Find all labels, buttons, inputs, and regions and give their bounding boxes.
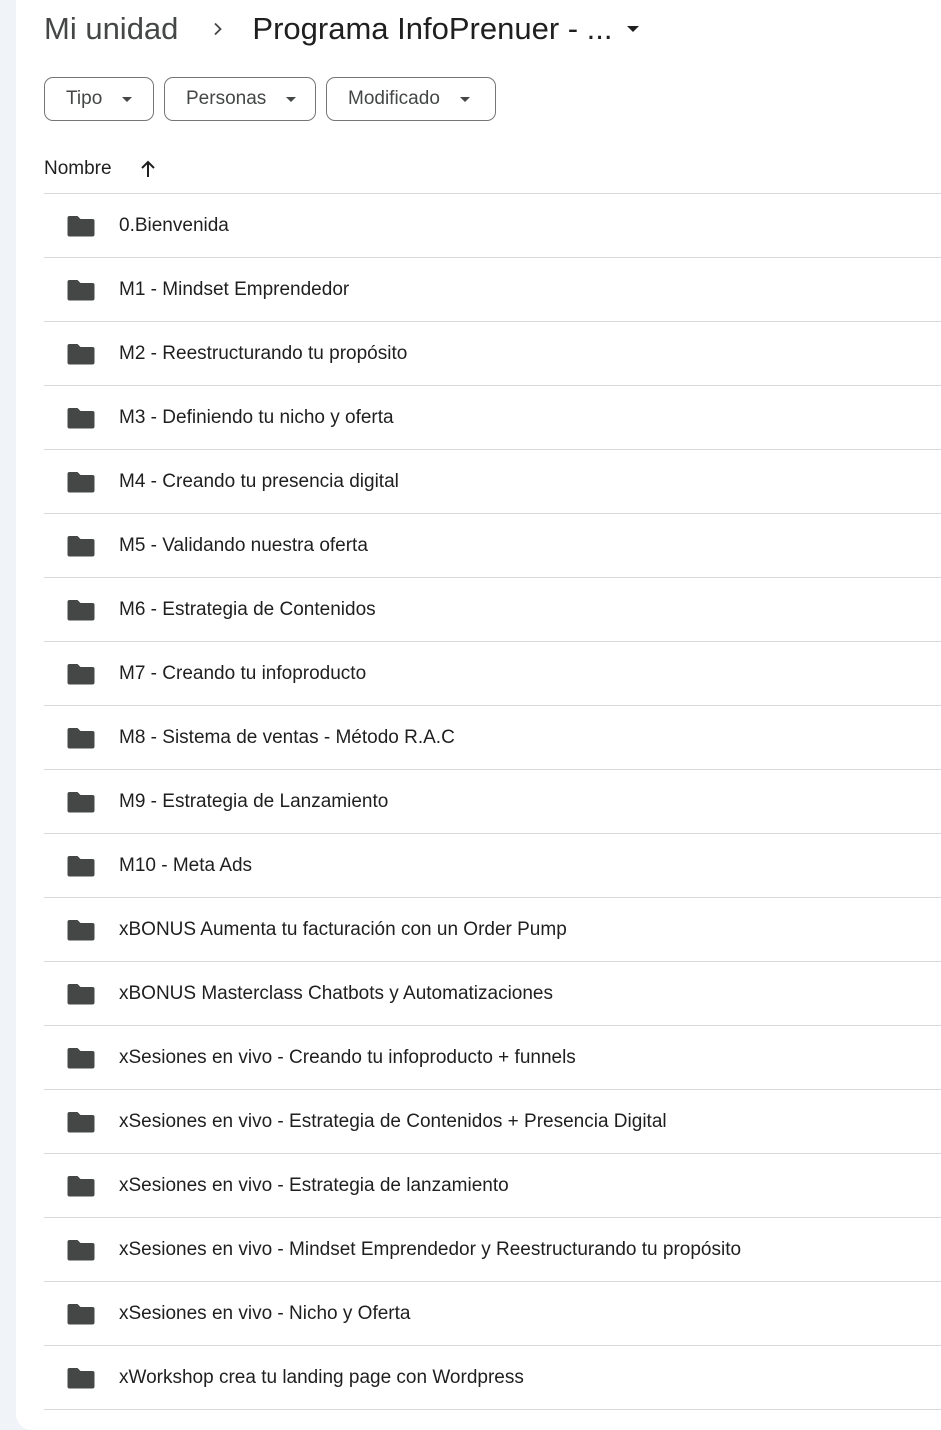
folder-icon	[67, 727, 95, 749]
folder-icon	[67, 855, 95, 877]
folder-name: 0.Bienvenida	[119, 214, 229, 236]
folder-name: xWorkshop crea tu landing page con Wordpress	[119, 1366, 524, 1388]
dropdown-caret-icon	[122, 97, 132, 102]
folder-row[interactable]	[44, 1090, 941, 1154]
folder-name: M9 - Estrategia de Lanzamiento	[119, 790, 389, 812]
folder-icon	[67, 1239, 95, 1261]
folder-name: M4 - Creando tu presencia digital	[119, 470, 399, 492]
folder-row[interactable]	[44, 834, 941, 898]
folder-icon	[67, 599, 95, 621]
folder-row[interactable]	[44, 578, 941, 642]
dropdown-caret-icon	[627, 26, 639, 32]
folder-name: M5 - Validando nuestra oferta	[119, 534, 368, 556]
folder-name: xBONUS Aumenta tu facturación con un Order Pump	[119, 918, 567, 940]
folder-icon	[67, 1367, 95, 1389]
folder-row[interactable]	[44, 1154, 941, 1218]
breadcrumb-current-folder[interactable]	[248, 11, 638, 47]
folder-icon	[67, 791, 95, 813]
folder-icon	[67, 919, 95, 941]
folder-row[interactable]	[44, 1026, 941, 1090]
folder-icon	[67, 343, 95, 365]
folder-icon	[67, 663, 95, 685]
filter-tipo-label: Tipo	[66, 88, 103, 109]
folder-name: xSesiones en vivo - Estrategia de lanzamiento	[119, 1174, 509, 1196]
folder-icon	[67, 1303, 95, 1325]
dropdown-caret-icon	[286, 97, 296, 102]
folder-name: M3 - Definiendo tu nicho y oferta	[119, 406, 394, 428]
folder-row[interactable]	[44, 322, 941, 386]
folder-name: xSesiones en vivo - Nicho y Oferta	[119, 1302, 411, 1324]
folder-name: M1 - Mindset Emprendedor	[119, 278, 350, 300]
folder-row[interactable]	[44, 514, 941, 578]
filter-personas-button[interactable]	[164, 77, 316, 121]
chevron-right-icon	[206, 17, 230, 41]
dropdown-caret-icon	[460, 97, 470, 102]
folder-list	[44, 194, 941, 1410]
list-header	[44, 144, 941, 194]
folder-name: M7 - Creando tu infoproducto	[119, 662, 367, 684]
folder-row[interactable]	[44, 194, 941, 258]
folder-row[interactable]	[44, 386, 941, 450]
breadcrumb-root[interactable]: Mi unidad	[44, 11, 179, 46]
folder-icon	[67, 983, 95, 1005]
folder-name: M2 - Reestructurando tu propósito	[119, 342, 408, 364]
breadcrumb-current-label: Programa InfoPrenuer - ...	[252, 11, 613, 46]
arrow-up-icon[interactable]	[140, 160, 156, 178]
folder-row[interactable]	[44, 1346, 941, 1410]
column-header-name[interactable]: Nombre	[44, 157, 112, 179]
folder-name: xSesiones en vivo - Mindset Emprendedor y Reestructurando tu propósito	[119, 1238, 742, 1260]
filter-modificado-label: Modificado	[348, 88, 440, 109]
folder-row[interactable]	[44, 770, 941, 834]
folder-row[interactable]	[44, 706, 941, 770]
folder-row[interactable]	[44, 898, 941, 962]
filter-tipo-button[interactable]	[44, 77, 154, 121]
folder-row[interactable]	[44, 1282, 941, 1346]
folder-name: xBONUS Masterclass Chatbots y Automatizaciones	[119, 982, 554, 1004]
folder-row[interactable]	[44, 642, 941, 706]
folder-row[interactable]	[44, 258, 941, 322]
folder-icon	[67, 1111, 95, 1133]
folder-icon	[67, 279, 95, 301]
folder-row[interactable]	[44, 962, 941, 1026]
folder-icon	[67, 1047, 95, 1069]
folder-icon	[67, 1175, 95, 1197]
folder-icon	[67, 471, 95, 493]
folder-name: xSesiones en vivo - Estrategia de Contenidos + Presencia Digital	[119, 1110, 667, 1132]
filter-bar	[44, 77, 496, 121]
folder-name: xSesiones en vivo - Creando tu infoproducto + funnels	[119, 1046, 576, 1068]
folder-icon	[67, 215, 95, 237]
filter-personas-label: Personas	[186, 88, 267, 109]
breadcrumb	[44, 6, 639, 52]
folder-name: M8 - Sistema de ventas - Método R.A.C	[119, 726, 455, 748]
filter-modificado-button[interactable]	[326, 77, 496, 121]
folder-name: M10 - Meta Ads	[119, 854, 253, 876]
folder-name: M6 - Estrategia de Contenidos	[119, 598, 376, 620]
folder-row[interactable]	[44, 450, 941, 514]
folder-icon	[67, 535, 95, 557]
folder-icon	[67, 407, 95, 429]
drive-panel	[16, 0, 941, 1430]
folder-row[interactable]	[44, 1218, 941, 1282]
